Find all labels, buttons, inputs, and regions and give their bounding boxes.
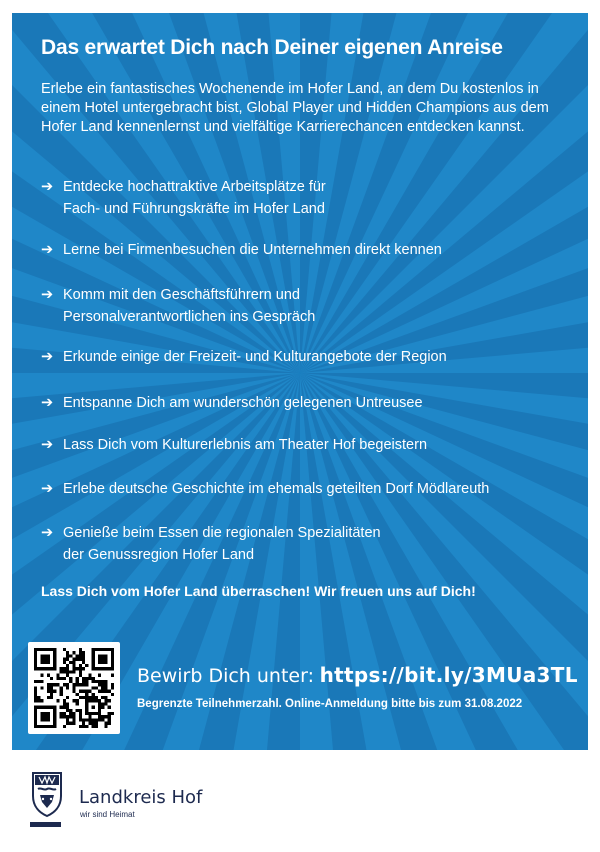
qr-code-icon[interactable] — [28, 642, 120, 734]
intro-paragraph: Erlebe ein fantastisches Wochenende im Hofer Land, an dem Du kostenlos in einem Hotel untergebracht bist, Global Player und Hidden Champions aus dem Hofer Land kennenlernst und vielfältige Karrierechancen entdecken kannst. — [41, 81, 549, 135]
list-item-text: Entdecke hochattraktive Arbeitsplätze für Fach- und Führungskräfte im Hofer Land — [63, 179, 326, 217]
poster-headline: Das erwartet Dich nach Deiner eigenen Anreise — [41, 36, 503, 59]
poster-content — [12, 13, 588, 750]
slogan: Lass Dich vom Hofer Land überraschen! Wir freuen uns auf Dich! — [41, 583, 476, 599]
arrow-right-icon: ➔ — [41, 525, 54, 541]
arrow-right-icon: ➔ — [41, 349, 54, 365]
list-item-text: Komm mit den Geschäftsführern und Personalverantwortlichen ins Gespräch — [63, 287, 316, 325]
application-cta — [137, 663, 578, 688]
arrow-right-icon: ➔ — [41, 287, 54, 303]
list-item-text: Lerne bei Firmenbesuchen die Unternehmen direkt kennen — [63, 242, 442, 258]
logo-name: Landkreis Hof — [79, 787, 203, 808]
list-item-text: Entspanne Dich am wunderschön gelegenen Untreusee — [63, 395, 423, 411]
arrow-right-icon: ➔ — [41, 395, 54, 411]
event-poster — [12, 13, 588, 750]
coat-of-arms-icon — [30, 770, 64, 818]
list-item-text: Erkunde einige der Freizeit- und Kulturangebote der Region — [63, 349, 447, 365]
application-link[interactable]: https://bit.ly/3MUa3TL — [319, 663, 578, 687]
list-item-text: Erlebe deutsche Geschichte im ehemals geteilten Dorf Mödlareuth — [63, 481, 490, 497]
arrow-right-icon: ➔ — [41, 437, 54, 453]
landkreis-hof-logo — [30, 770, 230, 832]
arrow-right-icon: ➔ — [41, 179, 54, 195]
list-item-text: Genieße beim Essen die regionalen Spezialitäten der Genussregion Hofer Land — [63, 525, 381, 563]
arrow-right-icon: ➔ — [41, 242, 54, 258]
arrow-right-icon: ➔ — [41, 481, 54, 497]
list-item-text: Lass Dich vom Kulturerlebnis am Theater Hof begeistern — [63, 437, 428, 453]
registration-note: Begrenzte Teilnehmerzahl. Online-Anmeldung bitte bis zum 31.08.2022 — [137, 698, 523, 710]
cta-label: Bewirb Dich unter: — [137, 665, 314, 687]
logo-underline — [30, 822, 61, 827]
logo-tagline: wir sind Heimat — [80, 810, 135, 819]
